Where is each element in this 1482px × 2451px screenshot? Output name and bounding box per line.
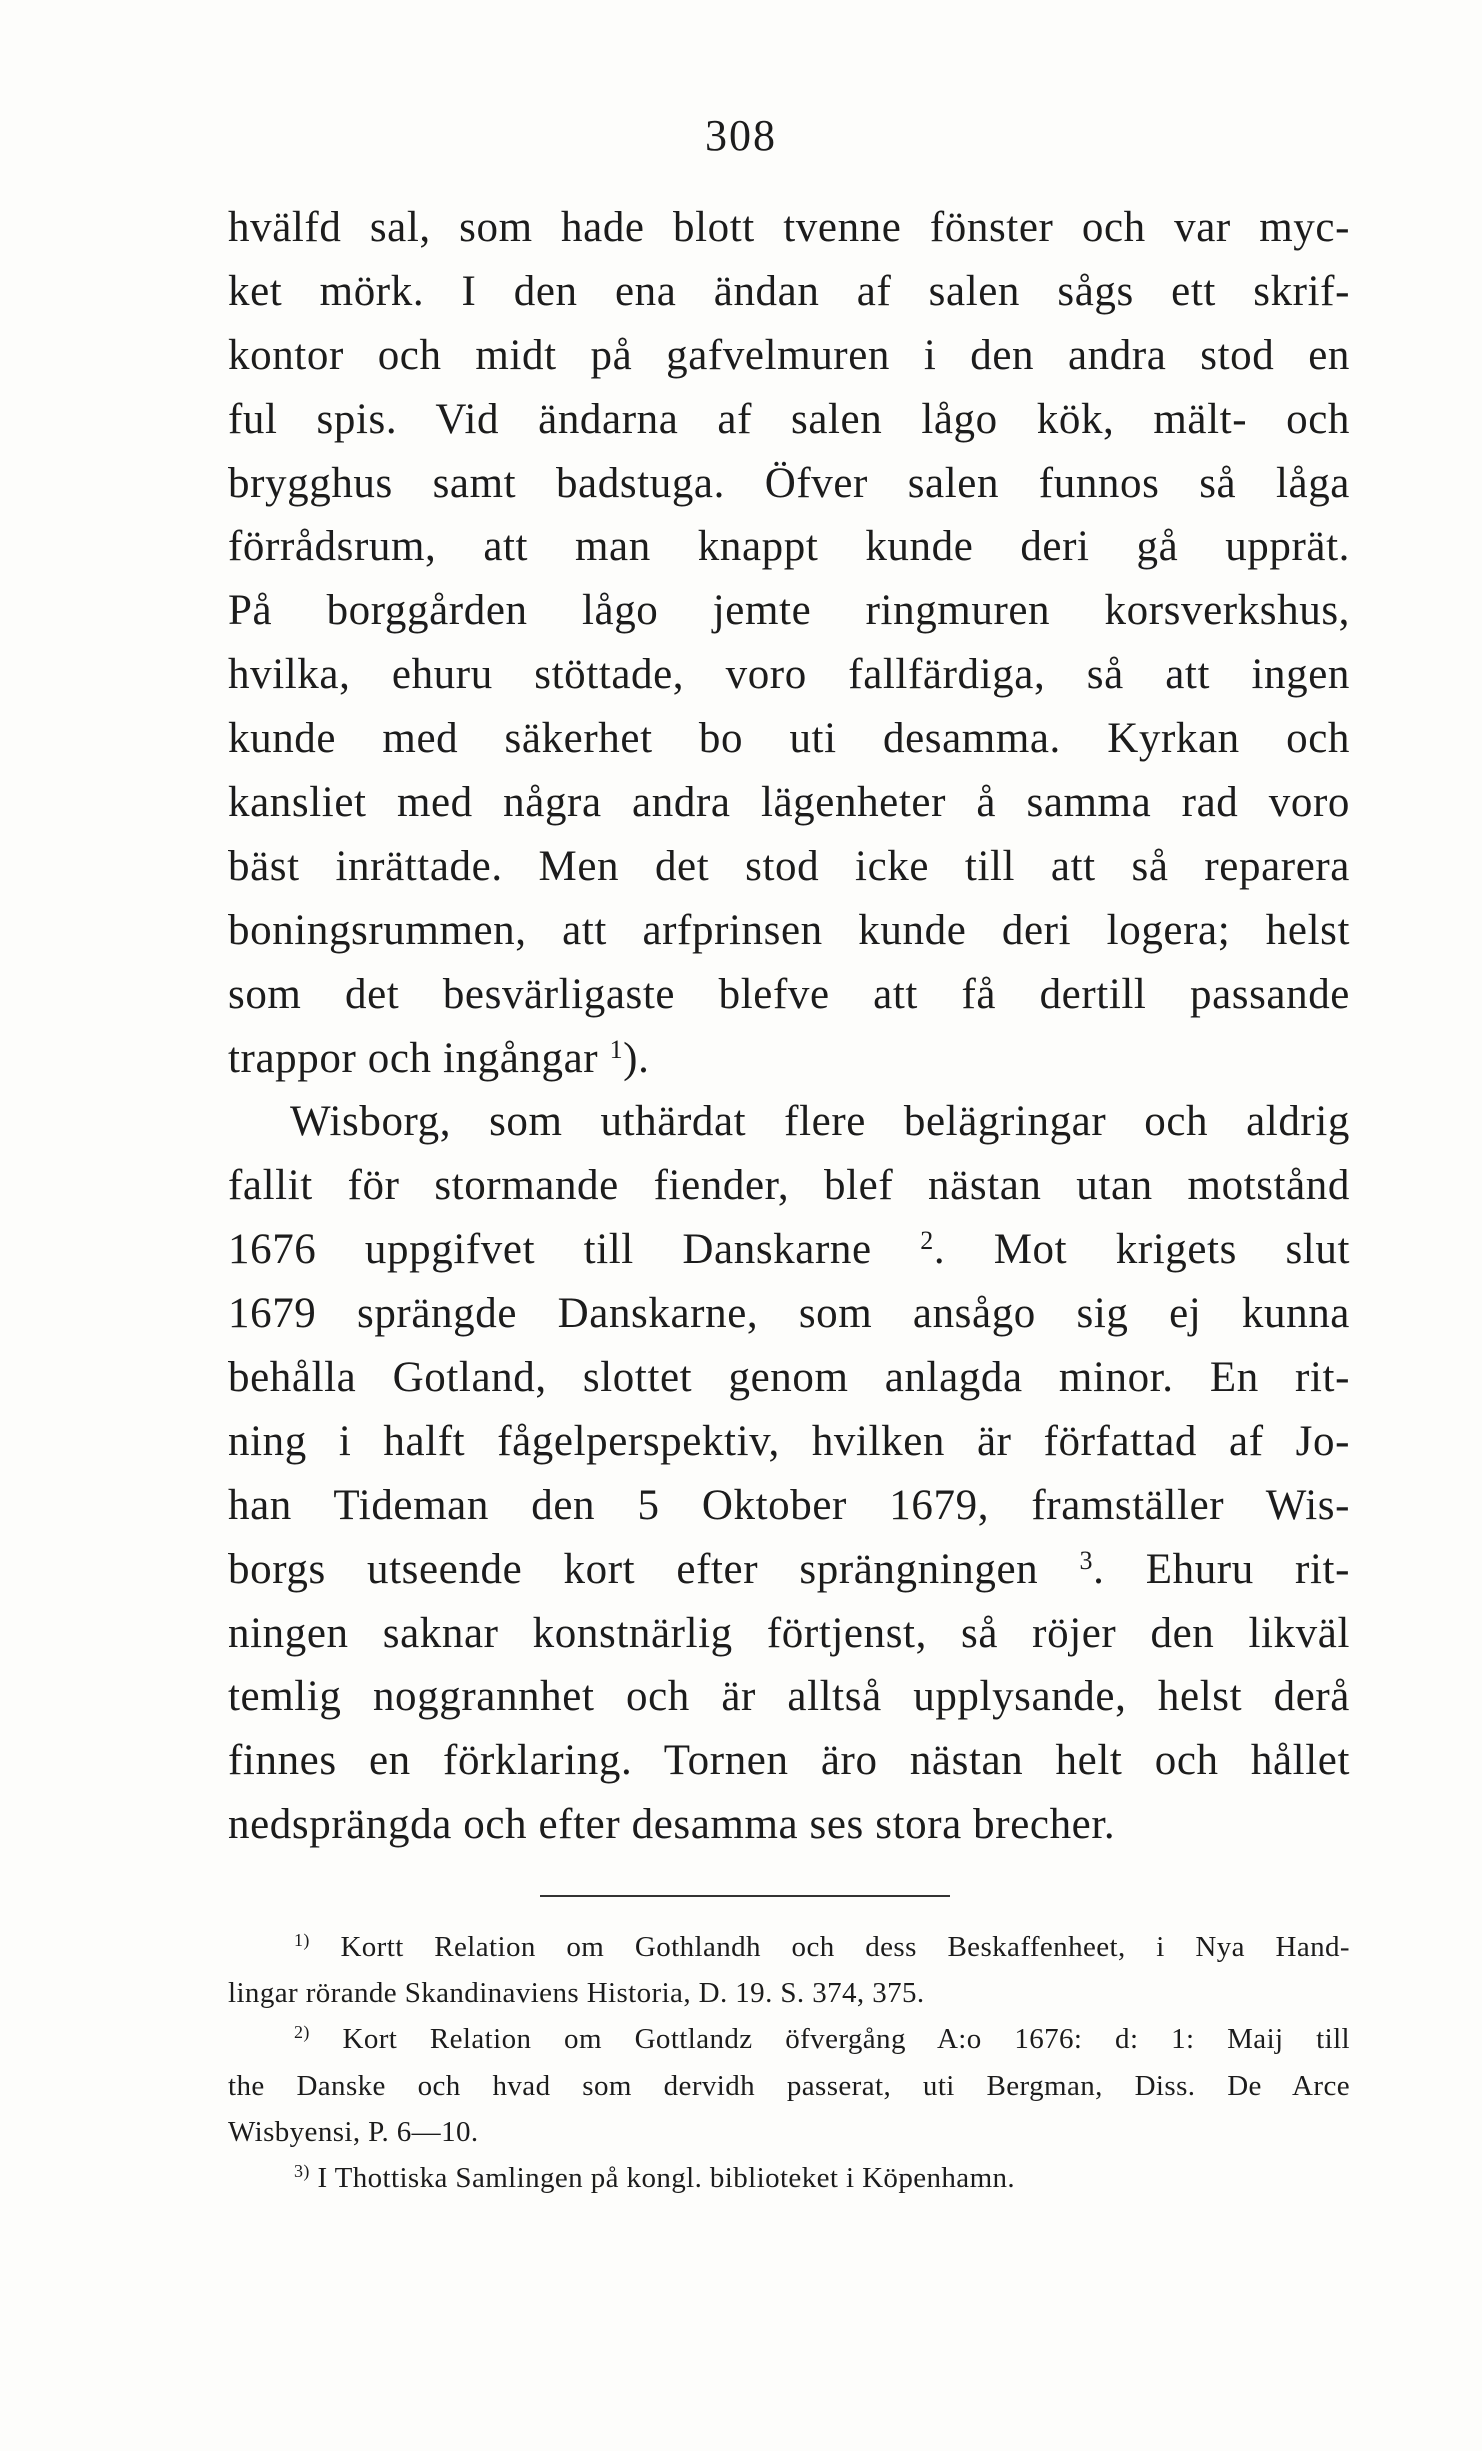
footnotes	[228, 1924, 1350, 2201]
footnote-line	[228, 2016, 1350, 2062]
text-line: temlig noggrannhet och är alltså upplysande, helst derå	[228, 1673, 1350, 1721]
text-line: ningen saknar konstnärlig förtjenst, så röjer den likväl	[228, 1609, 1350, 1657]
text-line: ket mörk. I den ena ändan af salen sågs ett skrif-	[228, 267, 1350, 315]
footnote-text: I Thottiska Samlingen på kongl. biblioteket i Köpenhamn.	[317, 2161, 1016, 2194]
text-line: behålla Gotland, slottet genom anlagda minor. En rit-	[228, 1354, 1350, 1402]
body-text	[228, 196, 1350, 1857]
text-line: bäst inrättade. Men det stod icke till att så reparera	[228, 842, 1350, 890]
text-line: han Tideman den 5 Oktober 1679, framställer Wis-	[228, 1481, 1350, 1529]
footnote-ref: 1	[609, 1034, 624, 1064]
footnote-mark: 1)	[294, 1930, 310, 1950]
text-line: kunde med säkerhet bo uti desamma. Kyrkan och	[228, 715, 1350, 763]
footnote-line	[228, 1924, 1350, 1970]
text-fragment: 1676 uppgifvet till Danskarne	[228, 1226, 872, 1274]
text-fragment: . Ehuru rit-	[1093, 1545, 1350, 1593]
text-line: nedsprängda och efter desamma ses stora brecher.	[228, 1801, 1116, 1849]
text-fragment: trappor och ingångar	[228, 1034, 599, 1082]
footnote-text: Kortt Relation om Gothlandh och dess Beskaffenheet, i Nya Hand-	[340, 1931, 1350, 1963]
text-line	[228, 1218, 1350, 1282]
text-line	[228, 1027, 1350, 1091]
text-line: brygghus samt badstuga. Öfver salen funnos så låga	[228, 459, 1350, 507]
text-line: Wisborg, som uthärdat flere belägringar och aldrig	[290, 1098, 1350, 1146]
text-line: hvälfd sal, som hade blott tvenne fönster och var myc-	[228, 204, 1350, 251]
footnote-mark: 2)	[294, 2022, 310, 2043]
footnote-mark: 3)	[294, 2160, 310, 2181]
text-line: förrådsrum, att man knappt kunde deri gå upprät.	[228, 523, 1350, 571]
footnote-divider	[540, 1895, 950, 1897]
text-line: boningsrummen, att arfprinsen kunde deri logera; helst	[228, 906, 1350, 954]
footnote-line: lingar rörande Skandinaviens Historia, D. 19. S. 374, 375.	[228, 1977, 925, 2010]
text-fragment: . Mot krigets slut	[933, 1226, 1351, 1274]
text-line: På borggården lågo jemte ringmuren korsverkshus,	[228, 587, 1350, 635]
text-line: kansliet med några andra lägenheter å samma rad voro	[228, 779, 1350, 827]
text-line: 1679 sprängde Danskarne, som ansågo sig ej kunna	[228, 1290, 1350, 1338]
text-fragment: borgs utseende kort efter sprängningen	[228, 1545, 1039, 1593]
text-line: fallit för stormande fiender, blef nästan utan motstånd	[228, 1162, 1350, 1210]
footnote-ref: 2	[920, 1226, 934, 1256]
text-line: kontor och midt på gafvelmuren i den andra stod en	[228, 331, 1350, 379]
text-line: finnes en förklaring. Tornen äro nästan helt och hållet	[228, 1737, 1350, 1785]
text-line	[228, 1538, 1350, 1602]
text-line: ful spis. Vid ändarna af salen lågo kök, mält- och	[228, 395, 1350, 443]
page-number: 308	[705, 111, 777, 160]
footnote-line	[228, 2155, 1350, 2201]
footnote-line: the Danske och hvad som dervidh passerat, uti Bergman, Diss. De Arce	[228, 2069, 1350, 2102]
text-line: ning i halft fågelperspektiv, hvilken är författad af Jo-	[228, 1417, 1350, 1465]
footnote-line: Wisbyensi, P. 6—10.	[228, 2115, 479, 2148]
text-line: hvilka, ehuru stöttade, voro fallfärdiga, så att ingen	[228, 651, 1350, 699]
footnote-text: Kort Relation om Gottlandz öfvergång A:o 1676: d: 1: Maij till	[342, 2023, 1351, 2056]
text-line: som det besvärligaste blefve att få dertill passande	[228, 970, 1350, 1018]
ref-paren: ).	[623, 1034, 650, 1082]
footnote-ref: 3	[1079, 1545, 1094, 1575]
